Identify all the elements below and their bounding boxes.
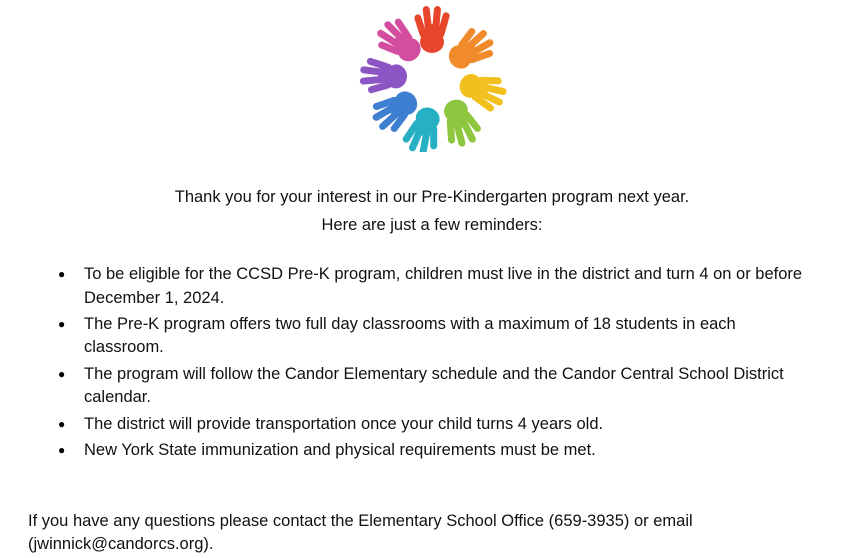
handprint-circle-logo-icon [352, 4, 512, 152]
intro-text [0, 184, 864, 239]
intro-line-1: Thank you for your interest in our Pre-Kindergarten program next year. [174, 188, 690, 206]
list-item: ● To be eligible for the CCSD Pre-K program, children must live in the district and turn 4 on or before December 1, 2024. [84, 263, 808, 313]
reminders-list [0, 263, 864, 465]
list-item: ● The Pre-K program offers two full day classrooms with a maximum of 18 students in each classroom. [84, 313, 808, 363]
list-item: ● The district will provide transportation once your child turns 4 years old. [84, 413, 808, 439]
list-item: ● New York State immunization and physical requirements must be met. [84, 439, 808, 465]
list-item: ● The program will follow the Candor Elementary schedule and the Candor Central School District calendar. [84, 363, 808, 413]
intro-line-2: Here are just a few reminders: [321, 215, 543, 234]
logo-container [0, 0, 864, 152]
contact-note: If you have any questions please contact the Elementary School Office (659-3935) or email (jwinnick@candorcs.org). [28, 511, 693, 554]
